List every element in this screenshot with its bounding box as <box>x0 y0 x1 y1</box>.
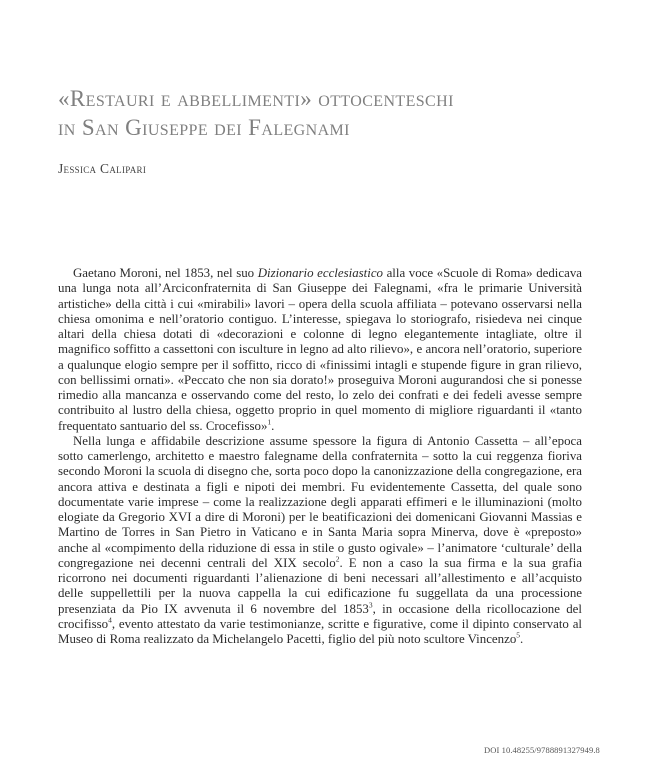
paragraph-1-text-c: . <box>271 418 275 433</box>
footnote-ref-2[interactable]: 2 <box>335 554 340 564</box>
paragraph-2-text-d: , evento attestato da varie testimonianze, scritte e figurative, come il dipinto conservato al Museo di Roma realizzato da Michelangelo Pacetti, figlio del più noto scultore Vincenzo <box>58 616 582 646</box>
paragraph-1-text-a: Gaetano Moroni, nel 1853, nel suo <box>73 266 258 280</box>
doi-label: DOI 10.48255/9788891327949.8 <box>484 745 600 755</box>
paragraph-1-text-b: alla voce «Scuole di Roma» dedicava una lunga nota all’Arciconfraternita di San Giuseppe dei Falegnami, «fra le primarie Università artistiche» della città i cui «mirabili» lavori – opera della scuola affiliata – potevano osservarsi nella chiesa omonima e nell’oratorio contiguo. L’interesse, spiegava lo storiografo, risiedeva nei cinque altari della chiesa dotati di «decorazioni e colonne di legno elegantemente intagliate, oltre il magnifico soffitto a cassettoni con isculture in legno ad alto rilievo», e ancora nell’oratorio, superiore a qualunque elogio sempre per il soffitto, ricco di «finissimi intagli e stupende figure in gran rilievo, con bellissimi ornati». «Peccato che non sia dorato!» proseguiva Moroni augurandosi che si ponesse rimedio alla mancanza e osservando come del resto, lo zelo dei confrati e dei fedeli avesse sempre contribuito al lustro della chiesa, oggetto proprio in quel momento di migliore riguardanti il «tanto frequentato santuario del ss. Crocefisso» <box>58 266 583 433</box>
paragraph-2-text-a: Nella lunga e affidabile descrizione assume spessore la figura di Antonio Cassetta – all’epoca sotto camerlengo, architetto e maestro falegname della confraternita – sotto la cui reggenza fioriva secondo Moroni la scuola di disegno che, sorta poco dopo la canonizzazione della congregazione, era ancora attiva e destinata a figli e nipoti dei membri. Fu evidentemente Cassetta, del quale sono documentate varie imprese – come la realizzazione degli apparati effimeri e le illuminazioni (molto elogiate da Gregorio XVI a dire di Moroni) per le beatificazioni dei domenicani Giovanni Massias e Martino de Torres in San Pietro in Vaticano e in Santa Maria sopra Minerva, dove è «preposto» anche al «compimento della riduzione di essa in stile o gusto ogivale» – l’animatore ‘culturale’ della congregazione nei decenni centrali del XIX secolo <box>58 433 582 570</box>
paragraph-1 <box>58 266 582 434</box>
book-title-italic: Dizionario ecclesiastico <box>257 266 384 280</box>
paragraph-2-text-b: . E non a caso la sua firma e la sua grafia ricorrono nei documenti riguardanti l’alienazione di beni necessari all’allestimento e all’acquisto delle suppellettili per la nuova cappella la cui edificazione fu suggellata da una processione presenziata da Pio IX avvenuta il 6 novembre del 1853 <box>58 555 582 616</box>
footnote-ref-1[interactable]: 1 <box>267 417 272 427</box>
footnote-ref-4[interactable]: 4 <box>108 615 112 625</box>
title-line-1: «Restauri e abbellimenti» ottocenteschi <box>58 86 454 111</box>
paragraph-2-text-e: . <box>520 632 524 646</box>
paragraph-2 <box>58 434 582 648</box>
article-title <box>58 84 578 142</box>
article-body <box>58 266 582 647</box>
title-line-2: in San Giuseppe dei Falegnami <box>58 115 350 140</box>
paragraph-2-text-c: , in occasione della ricollocazione del crocifisso <box>58 601 582 631</box>
footnote-ref-3[interactable]: 3 <box>368 600 373 610</box>
author-name: Jessica Calipari <box>58 161 147 176</box>
footnote-ref-5[interactable]: 5 <box>516 630 521 640</box>
